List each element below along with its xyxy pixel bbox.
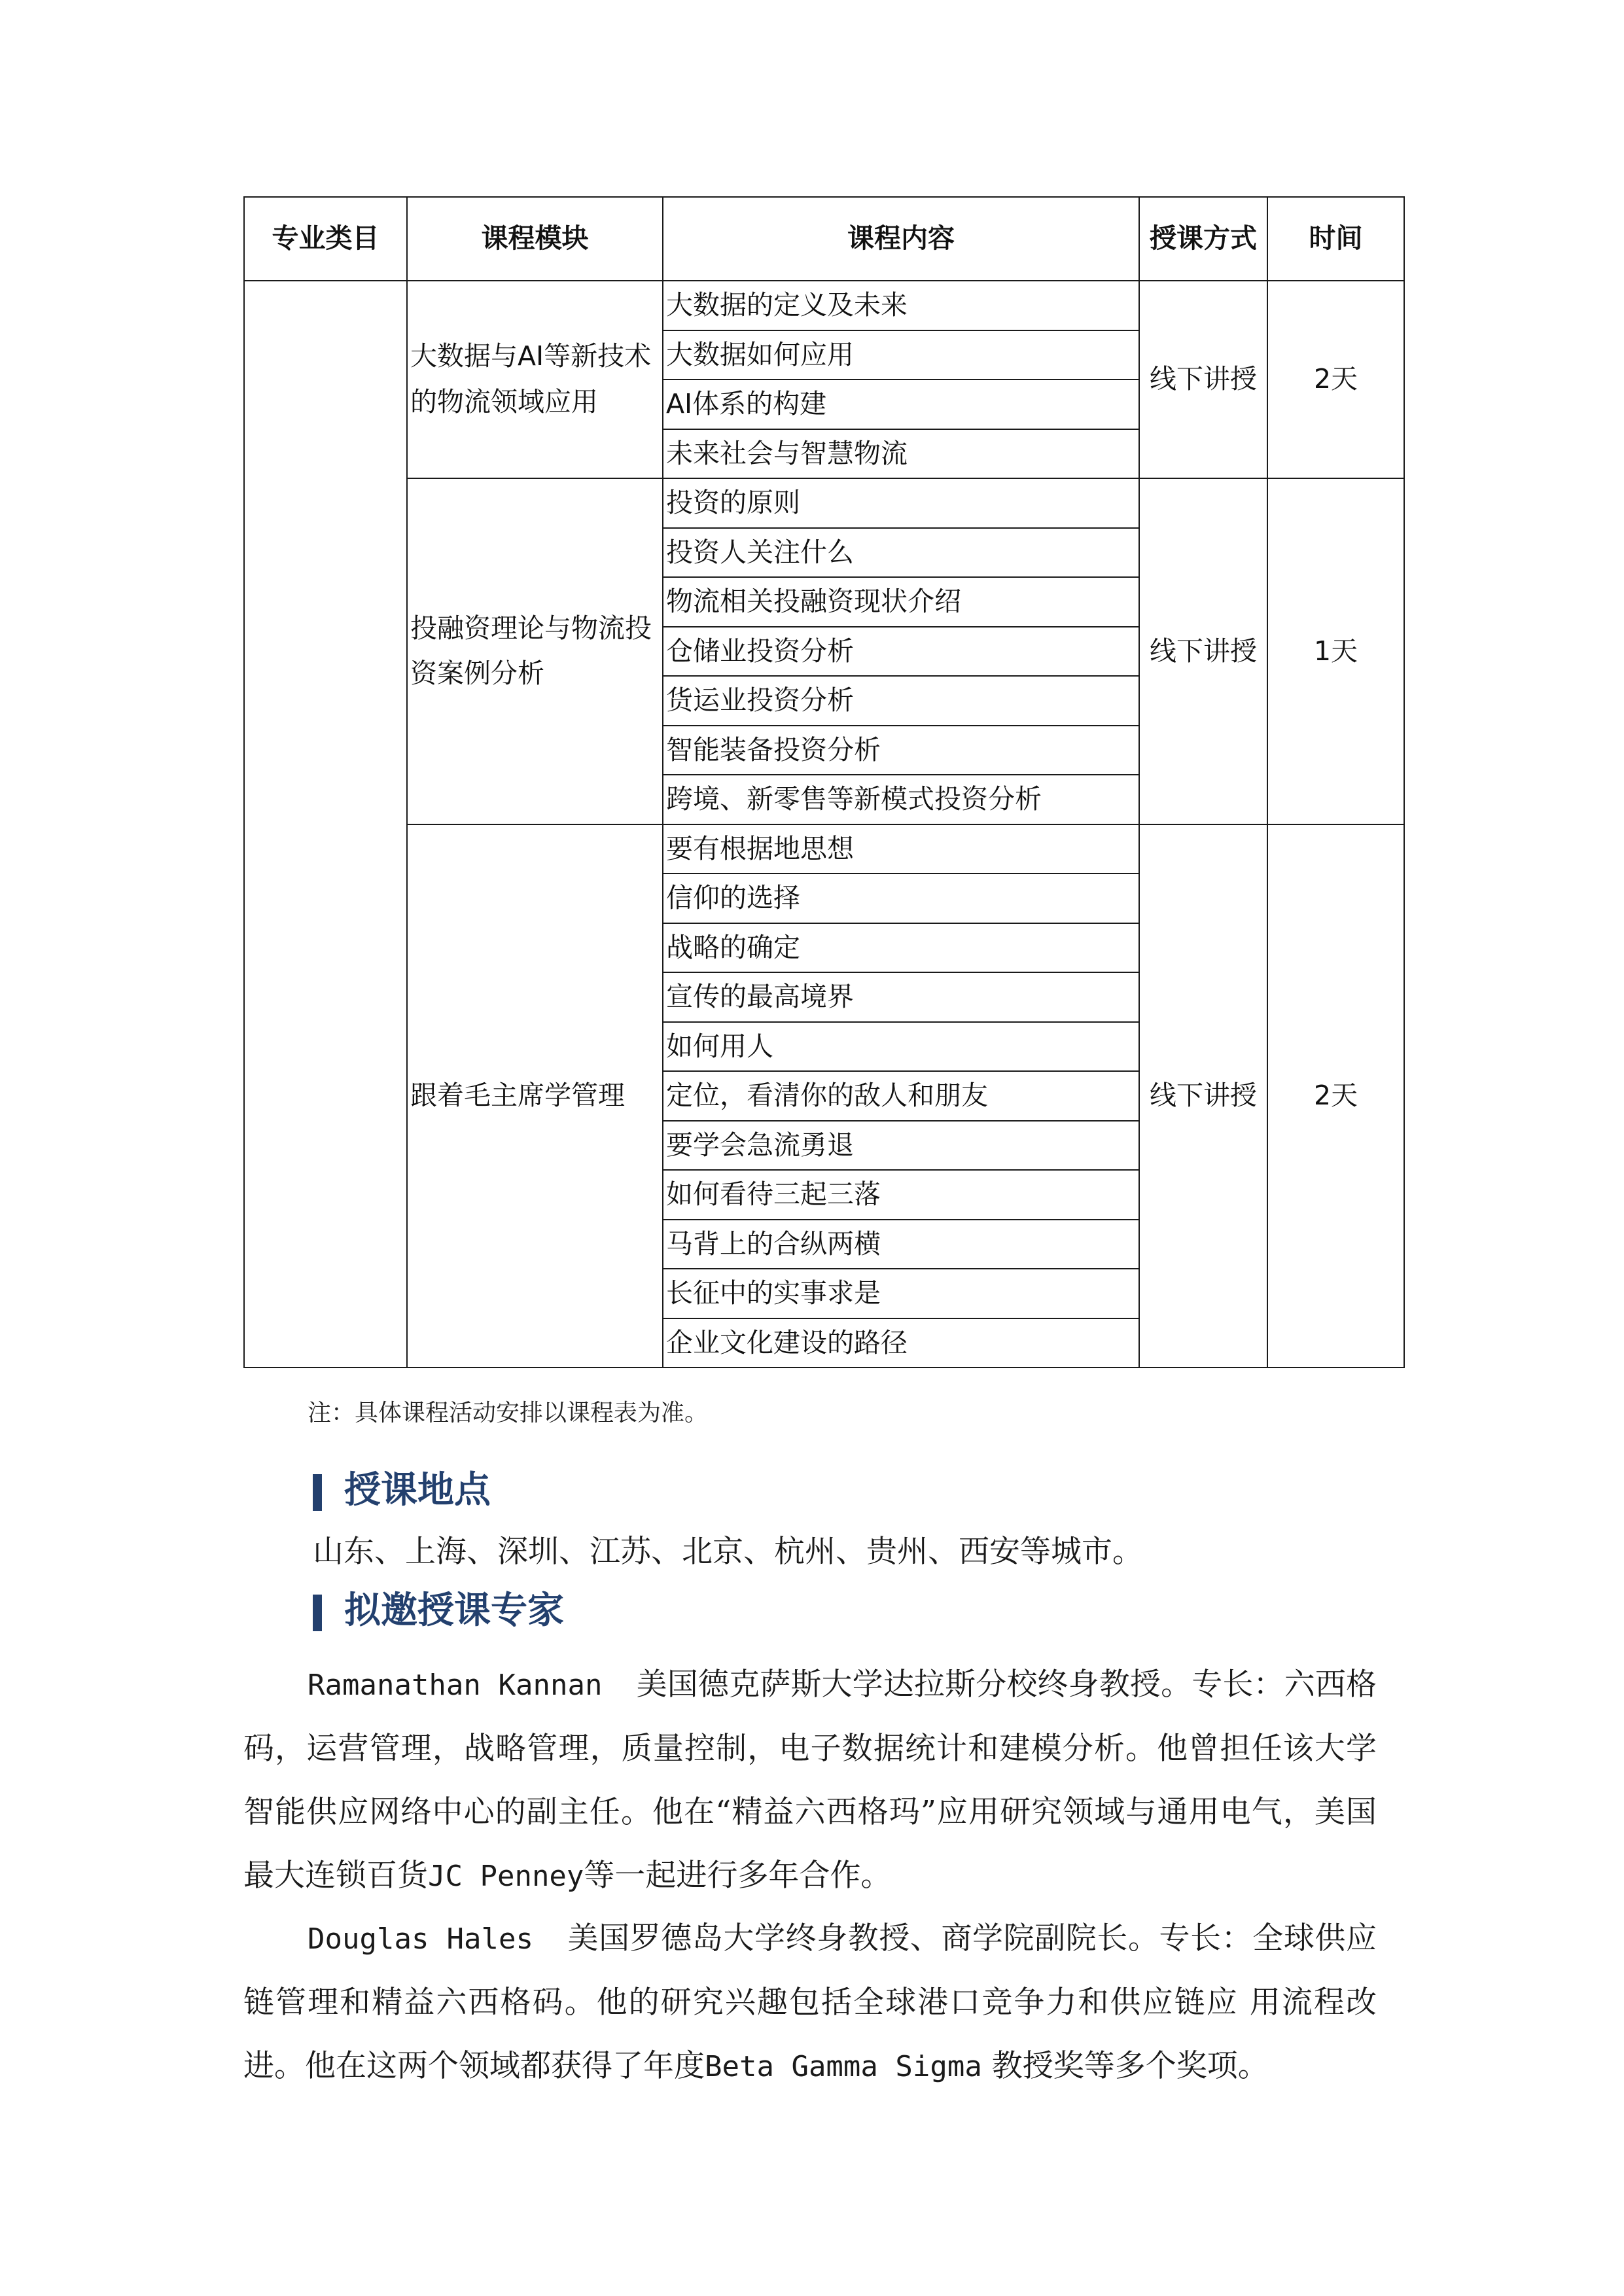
table-header-row — [244, 197, 1404, 281]
content-cell: 投资人关注什么 — [663, 528, 1139, 578]
content-cell: 要有根据地思想 — [663, 824, 1139, 874]
expert-bio: 美国罗德岛大学终身教授、商学院副院长。专长：全球供应链管理和精益六西格码。他的研究兴趣包括全球港口竞争力和供应链应 用流程改进。他在这两个领域都获得了年度 — [243, 1920, 1377, 2084]
expert-name: Ramanathan Kannan — [308, 1669, 603, 1702]
module-cell: 大数据与AI等新技术的物流领域应用 — [407, 281, 663, 478]
content-cell: 长征中的实事求是 — [663, 1269, 1139, 1318]
section-bar-icon — [313, 1595, 322, 1631]
content-cell: 未来社会与智慧物流 — [663, 429, 1139, 479]
content-cell: 货运业投资分析 — [663, 676, 1139, 726]
category-cell — [244, 281, 407, 1368]
header-content: 课程内容 — [663, 197, 1139, 281]
method-cell: 线下讲授 — [1139, 824, 1267, 1368]
header-module: 课程模块 — [407, 197, 663, 281]
content-cell: 大数据如何应用 — [663, 330, 1139, 380]
award-name: Beta Gamma Sigma — [705, 2050, 982, 2083]
section-bar-icon — [313, 1474, 322, 1511]
content-cell: 仓储业投资分析 — [663, 627, 1139, 677]
content-cell: 物流相关投融资现状介绍 — [663, 577, 1139, 627]
expert-bio-end: 等一起进行多年合作。 — [584, 1858, 892, 1894]
expert-paragraph-2 — [243, 1907, 1377, 2098]
course-table — [243, 196, 1405, 1368]
location-text: 山东、上海、深圳、江苏、北京、杭州、贵州、西安等城市。 — [313, 1534, 1143, 1570]
content-cell: 如何看待三起三落 — [663, 1170, 1139, 1220]
content-cell: 如何用人 — [663, 1022, 1139, 1072]
content-cell: 宣传的最高境界 — [663, 972, 1139, 1022]
content-cell: 马背上的合纵两横 — [663, 1220, 1139, 1269]
table-row — [244, 281, 1404, 330]
location-heading — [313, 1469, 491, 1511]
table-row — [244, 824, 1404, 874]
expert-paragraph-1 — [243, 1653, 1377, 1908]
content-cell: 要学会急流勇退 — [663, 1121, 1139, 1171]
content-cell: 战略的确定 — [663, 923, 1139, 973]
expert-name: Douglas Hales — [308, 1922, 533, 1956]
expert-bio: 美国德克萨斯大学达拉斯分校终身教授。专长：六西格码，运营管理，战略管理，质量控制，电子数据统计和建模分析。他曾担任该大学智能供应网络中心的副主任。他在“精益六西格玛”应用研究领域与通用电气，美国最大连锁百货 — [243, 1667, 1377, 1894]
method-cell: 线下讲授 — [1139, 478, 1267, 824]
time-cell: 2天 — [1267, 824, 1404, 1368]
time-cell: 2天 — [1267, 281, 1404, 478]
content-cell: 跨境、新零售等新模式投资分析 — [663, 775, 1139, 824]
expert-bio-end: 教授奖等多个奖项。 — [981, 2048, 1269, 2084]
table-row — [244, 478, 1404, 528]
content-cell: 企业文化建设的路径 — [663, 1318, 1139, 1368]
content-cell: 大数据的定义及未来 — [663, 281, 1139, 330]
content-cell: 信仰的选择 — [663, 874, 1139, 923]
header-method: 授课方式 — [1139, 197, 1267, 281]
content-cell: 投资的原则 — [663, 478, 1139, 528]
module-cell: 投融资理论与物流投资案例分析 — [407, 478, 663, 824]
content-cell: 智能装备投资分析 — [663, 726, 1139, 775]
content-cell: 定位，看清你的敌人和朋友 — [663, 1071, 1139, 1121]
table-note: 注：具体课程活动安排以课程表为准。 — [308, 1400, 709, 1426]
experts-heading — [313, 1589, 564, 1632]
brand-name: JC Penney — [428, 1860, 584, 1893]
method-cell: 线下讲授 — [1139, 281, 1267, 478]
header-time: 时间 — [1267, 197, 1404, 281]
module-cell: 跟着毛主席学管理 — [407, 824, 663, 1368]
location-heading-text: 授课地点 — [344, 1469, 491, 1511]
time-cell: 1天 — [1267, 478, 1404, 824]
content-cell: AI体系的构建 — [663, 380, 1139, 429]
header-category: 专业类目 — [244, 197, 407, 281]
experts-heading-text: 拟邀授课专家 — [344, 1589, 564, 1632]
